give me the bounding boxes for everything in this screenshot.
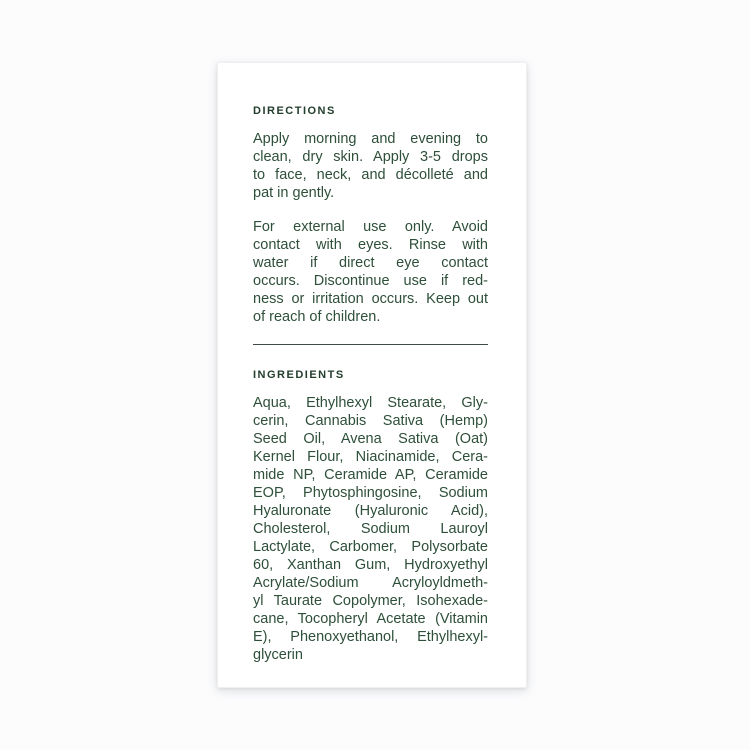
section-divider	[253, 344, 488, 345]
directions-heading: DIRECTIONS	[253, 105, 336, 117]
ingredients-heading: INGREDIENTS	[253, 369, 345, 381]
directions-warning-text: For external use only. Avoid contact with eyes. Rinse with water if direct eye contact occurs. Discontinue use if red- ness or irritation occurs. Keep out of reach of children.	[253, 219, 488, 325]
ingredients-section	[253, 369, 488, 664]
directions-section	[253, 105, 488, 326]
directions-usage-text: Apply morning and evening to clean, dry skin. Apply 3-5 drops to face, neck, and décolleté and pat in gently.	[253, 131, 488, 201]
ingredients-list-text: Aqua, Ethylhexyl Stearate, Gly- cerin, Cannabis Sativa (Hemp) Seed Oil, Avena Sativa (Oat) Kernel Flour, Niacinamide, Cera- mide NP, Ceramide AP, Ceramide EOP, Phytosphingosine, Sodium Hyaluronate (Hyaluronic Acid), Cholesterol, Sodium Lauroyl Lactylate, Carbomer, Polysorbate 60, Xanthan Gum, Hydroxyethyl Acrylate/Sodium Acryloyldmeth- yl Taurate Copolymer, Isohexade- cane, Tocopheryl Acetate (Vitamin E), Phenoxyethanol, Ethylhexyl- glycerin	[253, 395, 488, 663]
product-label-card	[217, 62, 527, 688]
